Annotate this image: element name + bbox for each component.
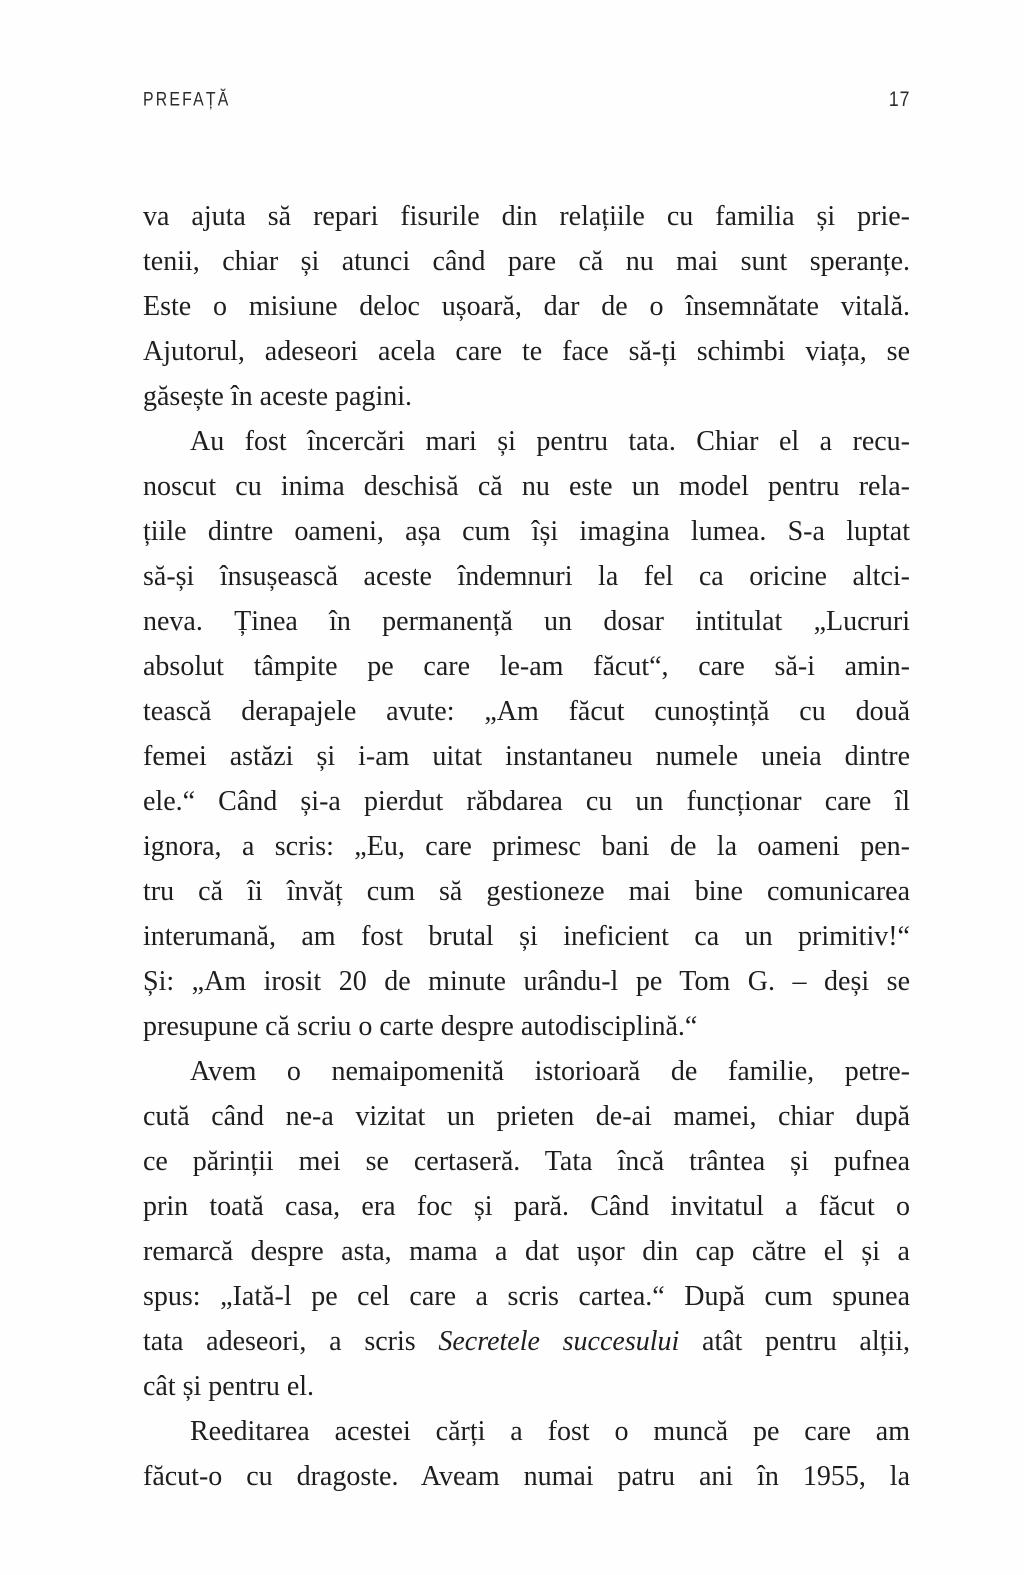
text-segment: neva. Ținea în permanență un dosar intitulat „Lucruri (143, 606, 910, 637)
text-line (143, 1319, 910, 1364)
text-line (143, 959, 910, 1004)
running-header (143, 88, 910, 112)
text-line (143, 779, 910, 824)
text-line (143, 1454, 910, 1499)
page-body (143, 194, 910, 1499)
text-segment: prin toată casa, era foc și pară. Când invitatul a făcut o (143, 1191, 910, 1222)
text-line (143, 1094, 910, 1139)
text-segment: spus: „Iată-l pe cel care a scris cartea.“ După cum spunea (143, 1281, 910, 1312)
text-segment: țiile dintre oameni, așa cum își imagina lumea. S-a luptat (143, 516, 910, 547)
text-line (143, 509, 910, 554)
text-line (143, 1229, 910, 1274)
text-segment: Este o misiune deloc ușoară, dar de o însemnătate vitală. (143, 291, 910, 322)
text-line (143, 464, 910, 509)
text-line (143, 869, 910, 914)
text-line (143, 734, 910, 779)
text-line (143, 644, 910, 689)
text-line (143, 599, 910, 644)
text-line (143, 1004, 910, 1049)
text-line (143, 239, 910, 284)
text-segment: noscut cu inima deschisă că nu este un model pentru rela- (143, 471, 910, 502)
text-segment: cută când ne-a vizitat un prieten de-ai mamei, chiar după (143, 1101, 910, 1132)
text-segment: presupune că scriu o carte despre autodisciplină.“ (143, 1011, 698, 1042)
text-segment: tru că îi învăț cum să gestioneze mai bine comunicarea (143, 876, 910, 907)
text-line (143, 329, 910, 374)
text-line (143, 1364, 910, 1409)
text-line (143, 194, 910, 239)
text-segment: făcut-o cu dragoste. Aveam numai patru ani în 1955, la (143, 1461, 910, 1492)
text-segment: tata adeseori, a scris (143, 1326, 439, 1357)
text-segment: atât pentru alții, (679, 1326, 910, 1357)
text-segment: să-și însușească aceste îndemnuri la fel ca oricine altci- (143, 561, 910, 592)
text-line (143, 1409, 910, 1454)
text-line (143, 1184, 910, 1229)
text-segment: Reeditarea acestei cărți a fost o muncă pe care am (190, 1416, 910, 1447)
text-segment: absolut tâmpite pe care le-am făcut“, care să-i amin- (143, 651, 910, 682)
paragraph (143, 194, 910, 419)
text-segment: femei astăzi și i-am uitat instantaneu numele uneia dintre (143, 741, 910, 772)
text-line (143, 914, 910, 959)
text-line (143, 419, 910, 464)
text-segment: ele.“ Când și-a pierdut răbdarea cu un funcționar care îl (143, 786, 910, 817)
text-segment: va ajuta să repari fisurile din relațiile cu familia și prie- (143, 201, 910, 232)
text-segment: ce părinții mei se certaseră. Tata încă trântea și pufnea (143, 1146, 910, 1177)
text-segment: Și: „Am irosit 20 de minute urându-l pe Tom G. – deși se (143, 966, 910, 997)
text-line (143, 689, 910, 734)
text-segment: Ajutorul, adeseori acela care te face să-ți schimbi viața, se (143, 336, 910, 367)
text-line (143, 1139, 910, 1184)
section-title: PREFAȚĂ (143, 88, 231, 110)
paragraph (143, 1409, 910, 1499)
text-segment: cât și pentru el. (143, 1371, 315, 1402)
text-line (143, 1274, 910, 1319)
text-segment: Au fost încercări mari și pentru tata. Chiar el a recu- (190, 426, 910, 457)
text-segment: găsește în aceste pagini. (143, 381, 413, 412)
page-number: 17 (888, 88, 910, 112)
text-segment: tenii, chiar și atunci când pare că nu mai sunt speranțe. (143, 246, 910, 277)
text-segment: remarcă despre asta, mama a dat ușor din cap către el și a (143, 1236, 910, 1267)
book-title-italic: Secretele succesului (438, 1326, 680, 1357)
text-line (143, 554, 910, 599)
text-block (143, 88, 910, 1499)
paragraph (143, 419, 910, 1049)
paragraph (143, 1049, 910, 1409)
text-line (143, 824, 910, 869)
text-segment: tească derapajele avute: „Am făcut cunoștință cu două (143, 696, 910, 727)
text-segment: ignora, a scris: „Eu, care primesc bani de la oameni pen- (143, 831, 910, 862)
text-line (143, 374, 910, 419)
text-line (143, 284, 910, 329)
text-segment: Avem o nemaipomenită istorioară de familie, petre- (190, 1056, 910, 1087)
text-line (143, 1049, 910, 1094)
text-segment: interumană, am fost brutal și ineficient ca un primitiv!“ (143, 921, 910, 952)
